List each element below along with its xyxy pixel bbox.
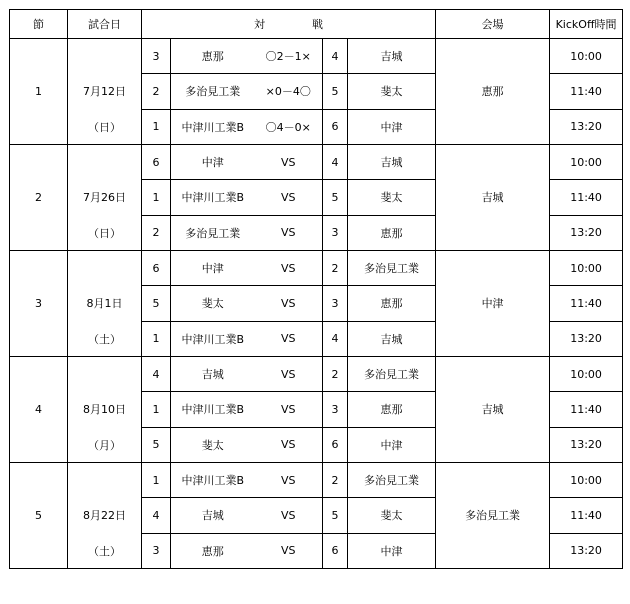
home-team-name: 中津川工業B xyxy=(171,321,255,356)
home-team-number: 3 xyxy=(142,39,171,74)
kickoff-time: 13:20 xyxy=(550,427,623,462)
match-date: 7月12日 xyxy=(68,74,142,109)
match-date: 8月22日 xyxy=(68,498,142,533)
away-team-name: 中津 xyxy=(348,533,436,568)
match-result: VS xyxy=(255,533,323,568)
match-row xyxy=(10,144,623,179)
round-number xyxy=(10,356,68,391)
match-schedule-table xyxy=(9,9,623,569)
match-row xyxy=(10,250,623,285)
match-date-cell xyxy=(68,250,142,285)
kickoff-time: 10:00 xyxy=(550,39,623,74)
match-row xyxy=(10,180,623,215)
away-team-number: 2 xyxy=(323,250,348,285)
match-date-cell xyxy=(68,144,142,179)
away-team-name: 恵那 xyxy=(348,392,436,427)
home-team-number: 4 xyxy=(142,498,171,533)
round-number: 4 xyxy=(10,392,68,427)
away-team-number: 4 xyxy=(323,144,348,179)
match-date: 8月1日 xyxy=(68,286,142,321)
kickoff-time: 10:00 xyxy=(550,250,623,285)
away-team-number: 3 xyxy=(323,215,348,250)
match-date-cell xyxy=(68,462,142,497)
away-team-number: 5 xyxy=(323,498,348,533)
away-team-name: 恵那 xyxy=(348,215,436,250)
home-team-number: 2 xyxy=(142,74,171,109)
round-number: 2 xyxy=(10,180,68,215)
home-team-name: 中津 xyxy=(171,250,255,285)
match-result: VS xyxy=(255,286,323,321)
away-team-name: 吉城 xyxy=(348,321,436,356)
match-result: VS xyxy=(255,392,323,427)
home-team-number: 2 xyxy=(142,215,171,250)
venue: 恵那 xyxy=(436,74,550,109)
schedule-body xyxy=(10,39,623,569)
match-row xyxy=(10,533,623,568)
round-number xyxy=(10,109,68,144)
home-team-number: 5 xyxy=(142,427,171,462)
match-row xyxy=(10,356,623,391)
home-team-name: 恵那 xyxy=(171,39,255,74)
venue: 多治見工業 xyxy=(436,498,550,533)
header-match xyxy=(142,10,436,39)
home-team-number: 1 xyxy=(142,180,171,215)
kickoff-time: 11:40 xyxy=(550,180,623,215)
away-team-number: 5 xyxy=(323,74,348,109)
home-team-number: 6 xyxy=(142,250,171,285)
round-number xyxy=(10,215,68,250)
match-result: VS xyxy=(255,250,323,285)
home-team-number: 4 xyxy=(142,356,171,391)
home-team-number: 6 xyxy=(142,144,171,179)
away-team-name: 多治見工業 xyxy=(348,356,436,391)
match-row xyxy=(10,392,623,427)
kickoff-time: 11:40 xyxy=(550,286,623,321)
away-team-name: 斐太 xyxy=(348,498,436,533)
match-result: ×0－4〇 xyxy=(255,74,323,109)
match-row xyxy=(10,498,623,533)
away-team-name: 吉城 xyxy=(348,39,436,74)
round-number: 5 xyxy=(10,498,68,533)
away-team-number: 2 xyxy=(323,356,348,391)
home-team-number: 5 xyxy=(142,286,171,321)
away-team-name: 斐太 xyxy=(348,74,436,109)
venue xyxy=(436,144,550,179)
round-number xyxy=(10,533,68,568)
venue xyxy=(436,321,550,356)
venue xyxy=(436,39,550,74)
venue xyxy=(436,109,550,144)
match-date-cell xyxy=(68,39,142,74)
home-team-number: 3 xyxy=(142,533,171,568)
venue: 中津 xyxy=(436,286,550,321)
kickoff-time: 13:20 xyxy=(550,321,623,356)
kickoff-time: 10:00 xyxy=(550,462,623,497)
home-team-name: 中津川工業B xyxy=(171,180,255,215)
match-weekday: （月） xyxy=(68,427,142,462)
match-result: VS xyxy=(255,215,323,250)
home-team-name: 中津 xyxy=(171,144,255,179)
round-number xyxy=(10,144,68,179)
match-row xyxy=(10,321,623,356)
away-team-number: 4 xyxy=(323,39,348,74)
home-team-name: 斐太 xyxy=(171,286,255,321)
kickoff-time: 11:40 xyxy=(550,498,623,533)
match-weekday: （日） xyxy=(68,215,142,250)
match-row xyxy=(10,39,623,74)
match-row xyxy=(10,74,623,109)
home-team-name: 中津川工業B xyxy=(171,392,255,427)
venue xyxy=(436,250,550,285)
kickoff-time: 13:20 xyxy=(550,533,623,568)
header-row xyxy=(10,10,623,39)
match-result: 〇4－0× xyxy=(255,109,323,144)
away-team-name: 吉城 xyxy=(348,144,436,179)
away-team-number: 6 xyxy=(323,109,348,144)
match-row xyxy=(10,109,623,144)
match-row xyxy=(10,462,623,497)
home-team-number: 1 xyxy=(142,462,171,497)
home-team-name: 中津川工業B xyxy=(171,462,255,497)
home-team-name: 恵那 xyxy=(171,533,255,568)
home-team-name: 多治見工業 xyxy=(171,74,255,109)
away-team-number: 2 xyxy=(323,462,348,497)
header-date: 試合日 xyxy=(68,10,142,39)
match-date-cell xyxy=(68,356,142,391)
round-number xyxy=(10,321,68,356)
header-match-label: 対 戦 xyxy=(254,18,342,31)
match-date: 8月10日 xyxy=(68,392,142,427)
kickoff-time: 11:40 xyxy=(550,74,623,109)
venue xyxy=(436,427,550,462)
away-team-name: 斐太 xyxy=(348,180,436,215)
match-result: VS xyxy=(255,462,323,497)
round-number xyxy=(10,462,68,497)
home-team-number: 1 xyxy=(142,321,171,356)
match-result: VS xyxy=(255,321,323,356)
round-number: 1 xyxy=(10,74,68,109)
kickoff-time: 13:20 xyxy=(550,109,623,144)
away-team-number: 5 xyxy=(323,180,348,215)
away-team-name: 中津 xyxy=(348,109,436,144)
home-team-number: 1 xyxy=(142,392,171,427)
round-number xyxy=(10,39,68,74)
kickoff-time: 13:20 xyxy=(550,215,623,250)
away-team-number: 3 xyxy=(323,286,348,321)
match-result: VS xyxy=(255,144,323,179)
kickoff-time: 11:40 xyxy=(550,392,623,427)
round-number: 3 xyxy=(10,286,68,321)
match-result: VS xyxy=(255,427,323,462)
home-team-name: 吉城 xyxy=(171,356,255,391)
home-team-name: 多治見工業 xyxy=(171,215,255,250)
venue: 吉城 xyxy=(436,180,550,215)
header-round: 節 xyxy=(10,10,68,39)
kickoff-time: 10:00 xyxy=(550,144,623,179)
venue xyxy=(436,215,550,250)
venue xyxy=(436,356,550,391)
match-row xyxy=(10,427,623,462)
match-result: VS xyxy=(255,498,323,533)
away-team-name: 多治見工業 xyxy=(348,462,436,497)
match-result: 〇2－1× xyxy=(255,39,323,74)
kickoff-time: 10:00 xyxy=(550,356,623,391)
home-team-name: 中津川工業B xyxy=(171,109,255,144)
match-result: VS xyxy=(255,180,323,215)
away-team-number: 4 xyxy=(323,321,348,356)
header-kickoff: KickOff時間 xyxy=(550,10,623,39)
away-team-name: 恵那 xyxy=(348,286,436,321)
away-team-number: 3 xyxy=(323,392,348,427)
away-team-name: 多治見工業 xyxy=(348,250,436,285)
away-team-name: 中津 xyxy=(348,427,436,462)
venue: 吉城 xyxy=(436,392,550,427)
match-row xyxy=(10,286,623,321)
round-number xyxy=(10,427,68,462)
venue xyxy=(436,462,550,497)
match-row xyxy=(10,215,623,250)
match-weekday: （日） xyxy=(68,109,142,144)
home-team-number: 1 xyxy=(142,109,171,144)
round-number xyxy=(10,250,68,285)
header-venue: 会場 xyxy=(436,10,550,39)
match-weekday: （土） xyxy=(68,321,142,356)
match-date: 7月26日 xyxy=(68,180,142,215)
home-team-name: 斐太 xyxy=(171,427,255,462)
away-team-number: 6 xyxy=(323,533,348,568)
match-weekday: （土） xyxy=(68,533,142,568)
match-result: VS xyxy=(255,356,323,391)
away-team-number: 6 xyxy=(323,427,348,462)
venue xyxy=(436,533,550,568)
home-team-name: 吉城 xyxy=(171,498,255,533)
